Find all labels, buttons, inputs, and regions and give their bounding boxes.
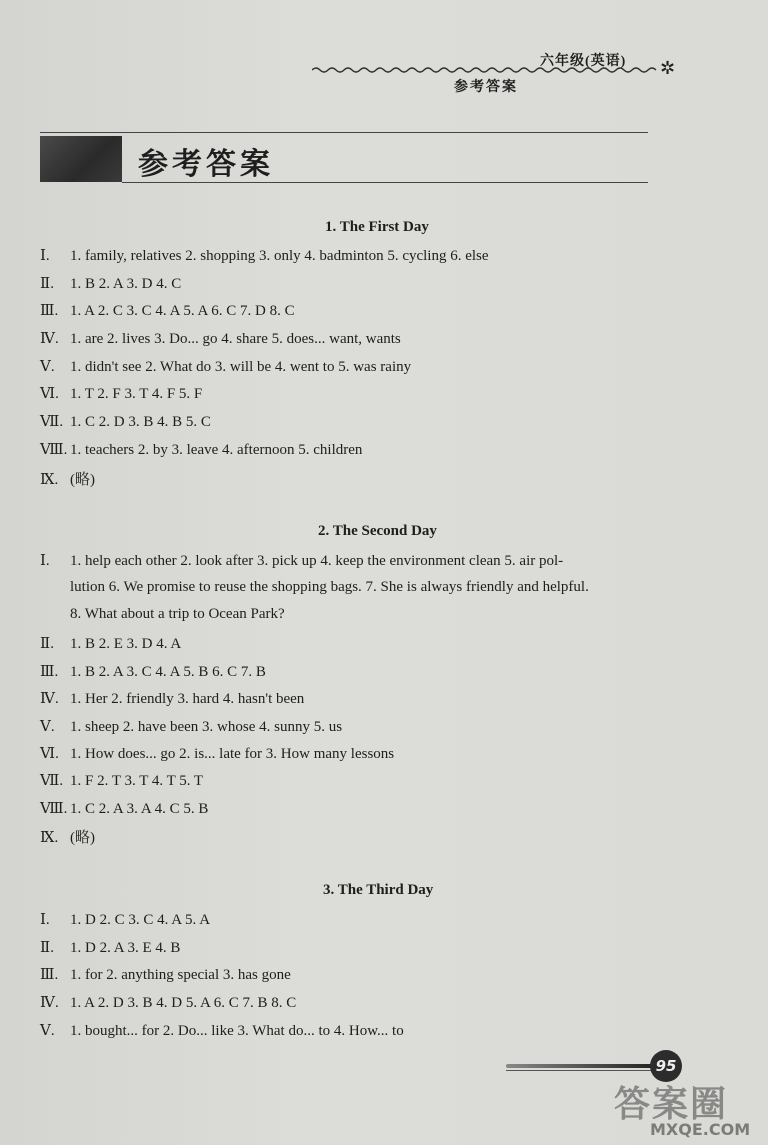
answer-line: Ⅲ. 1. A 2. C 3. C 4. A 5. A 6. C 7. D 8. C (40, 303, 295, 319)
answer-line: Ⅲ. 1. for 2. anything special 3. has gone (40, 967, 291, 983)
page-title: 参考答案 (138, 147, 274, 182)
answer-line: Ⅳ. 1. A 2. D 3. B 4. D 5. A 6. C 7. B 8. C (40, 995, 297, 1011)
answer-line: Ⅴ. 1. didn't see 2. What do 3. will be 4. went to 5. was rainy (40, 359, 412, 375)
answer-line: Ⅶ. 1. F 2. T 3. T 4. T 5. T (40, 773, 204, 789)
answer-line: lution 6. We promise to reuse the shopping bags. 7. She is always friendly and helpful. (70, 579, 589, 595)
answer-line: Ⅵ. 1. How does... go 2. is... late for 3. How many lessons (40, 746, 395, 762)
header-star-icon: ✲ (660, 58, 676, 78)
section-title: 3. The Third Day (323, 882, 434, 898)
answer-line: Ⅰ. 1. help each other 2. look after 3. pick up 4. keep the environment clean 5. air pol- (40, 553, 564, 569)
header-wave-ornament (312, 66, 658, 74)
footer-rule (506, 1064, 656, 1068)
answer-line: Ⅷ. 1. teachers 2. by 3. leave 4. afternoon 5. children (40, 442, 363, 458)
answer-line: Ⅱ. 1. B 2. A 3. D 4. C (40, 276, 182, 292)
answer-line: Ⅸ. (略) (40, 830, 95, 846)
title-bar-top-rule (40, 132, 648, 133)
answer-line: Ⅳ. 1. are 2. lives 3. Do... go 4. share 5. does... want, wants (40, 331, 401, 347)
answer-line: Ⅱ. 1. B 2. E 3. D 4. A (40, 636, 182, 652)
answer-line: Ⅳ. 1. Her 2. friendly 3. hard 4. hasn't been (40, 691, 305, 707)
answer-line: Ⅸ. (略) (40, 472, 95, 488)
answer-line: Ⅶ. 1. C 2. D 3. B 4. B 5. C (40, 414, 211, 430)
header-grade: 六年级(英语) (540, 54, 627, 69)
answer-line: 8. What about a trip to Ocean Park? (70, 606, 285, 622)
header-subtitle: 参考答案 (454, 80, 518, 95)
footer-rule-thin (506, 1070, 656, 1071)
answer-line: Ⅷ. 1. C 2. A 3. A 4. C 5. B (40, 801, 209, 817)
answer-line: Ⅰ. 1. D 2. C 3. C 4. A 5. A (40, 912, 211, 928)
answer-line: Ⅲ. 1. B 2. A 3. C 4. A 5. B 6. C 7. B (40, 664, 266, 680)
watermark-logo: 答案圈 (614, 1084, 729, 1125)
title-bar-block (40, 136, 122, 182)
answer-line: Ⅱ. 1. D 2. A 3. E 4. B (40, 940, 181, 956)
page-number: 95 (650, 1050, 682, 1082)
section-title: 2. The Second Day (318, 523, 437, 539)
answer-line: Ⅴ. 1. sheep 2. have been 3. whose 4. sunny 5. us (40, 719, 343, 735)
answer-line: Ⅰ. 1. family, relatives 2. shopping 3. only 4. badminton 5. cycling 6. else (40, 248, 489, 264)
answer-line: Ⅵ. 1. T 2. F 3. T 4. F 5. F (40, 386, 203, 402)
watermark-url: MXQE.COM (650, 1120, 751, 1139)
section-title: 1. The First Day (325, 219, 429, 235)
answer-line: Ⅴ. 1. bought... for 2. Do... like 3. What do... to 4. How... to (40, 1023, 404, 1039)
